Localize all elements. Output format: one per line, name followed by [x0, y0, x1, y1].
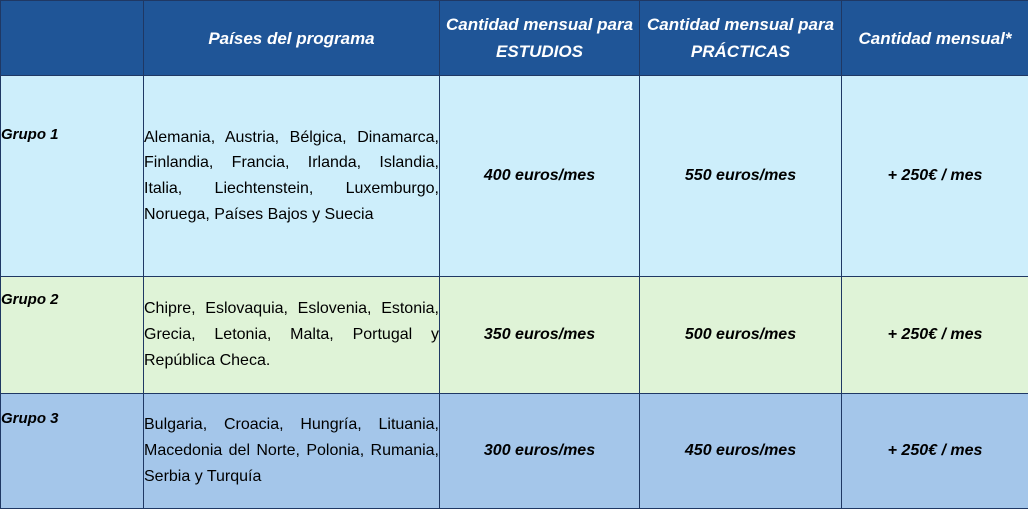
extra-amount: + 250€ / mes [842, 277, 1028, 394]
table-row-group-1 [1, 76, 1028, 277]
internships-amount: 500 euros/mes [640, 277, 842, 394]
countries-list: Alemania, Austria, Bélgica, Dinamarca, Finlandia, Francia, Irlanda, Islandia, Italia, Liechtenstein, Luxemburgo, Noruega, Países Bajos y Suecia [144, 76, 440, 277]
header-internships-amount: Cantidad mensual para PRÁCTICAS [640, 1, 842, 76]
table-row-group-2 [1, 277, 1028, 394]
studies-amount: 300 euros/mes [440, 394, 640, 509]
header-group-cell [1, 1, 144, 76]
header-countries: Países del programa [144, 1, 440, 76]
internships-amount: 450 euros/mes [640, 394, 842, 509]
countries-list: Chipre, Eslovaquia, Eslovenia, Estonia, Grecia, Letonia, Malta, Portugal y República Checa. [144, 277, 440, 394]
extra-amount: + 250€ / mes [842, 394, 1028, 509]
internships-amount: 550 euros/mes [640, 76, 842, 277]
extra-amount: + 250€ / mes [842, 76, 1028, 277]
group-name: Grupo 3 [1, 394, 144, 509]
group-name: Grupo 2 [1, 277, 144, 394]
group-name: Grupo 1 [1, 76, 144, 277]
header-studies-amount: Cantidad mensual para ESTUDIOS [440, 1, 640, 76]
table-row-group-3 [1, 394, 1028, 509]
table-header-row [1, 1, 1028, 76]
studies-amount: 350 euros/mes [440, 277, 640, 394]
header-extra-amount: Cantidad mensual* [842, 1, 1028, 76]
studies-amount: 400 euros/mes [440, 76, 640, 277]
countries-list: Bulgaria, Croacia, Hungría, Lituania, Macedonia del Norte, Polonia, Rumania, Serbia y Turquía [144, 394, 440, 509]
